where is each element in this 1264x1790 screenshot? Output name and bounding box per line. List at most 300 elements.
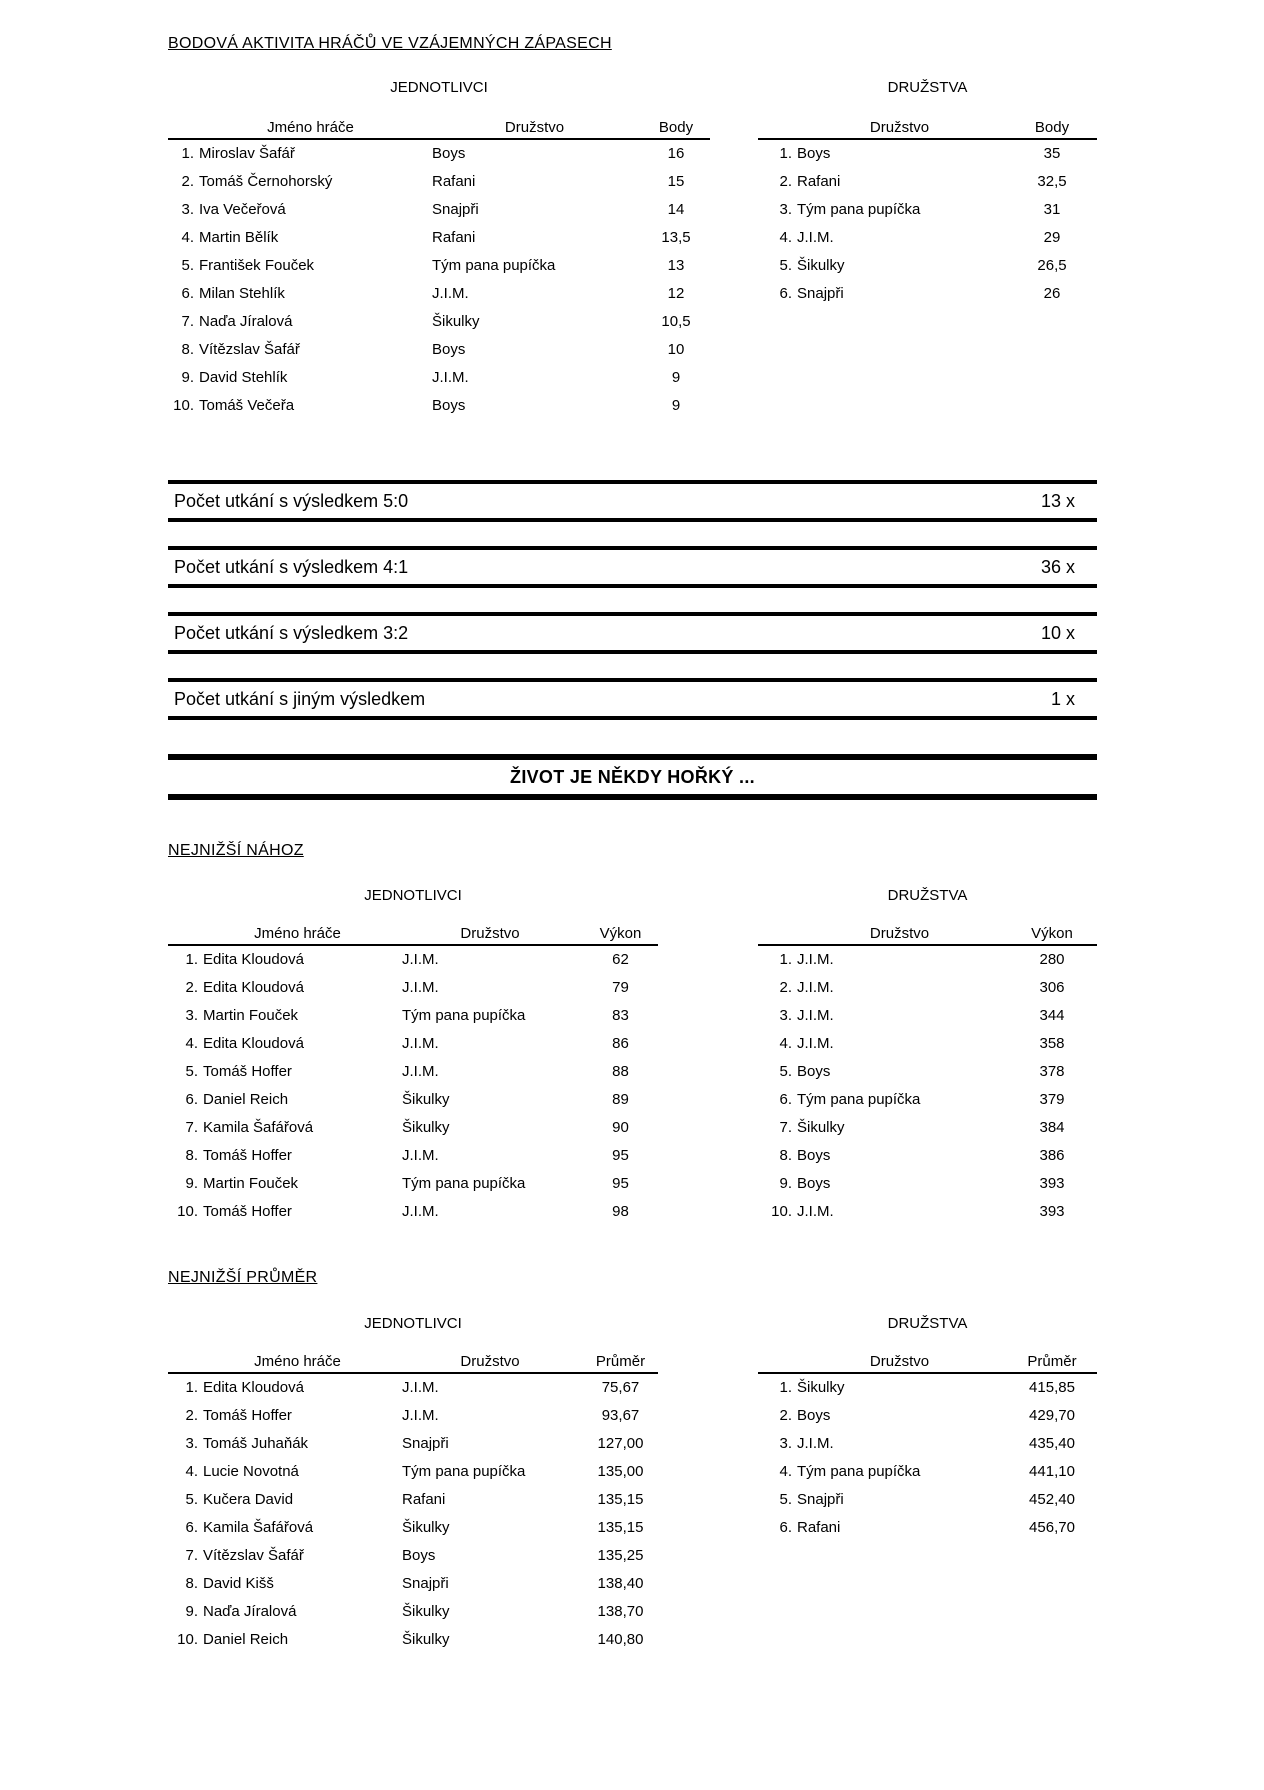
- match-count-value: 1 x: [1050, 688, 1075, 709]
- match-count-value: 36 x: [1040, 556, 1075, 577]
- team-name-cell: J.I.M.: [432, 285, 469, 302]
- rank-cell: 3.: [779, 201, 792, 218]
- team-name-cell: Boys: [432, 397, 466, 414]
- rank-cell: 3.: [779, 1435, 792, 1452]
- average-value-cell: 415,85: [1029, 1379, 1075, 1396]
- performance-value-cell: 393: [1039, 1175, 1065, 1192]
- team-name-cell: Tým pana pupíčka: [402, 1175, 526, 1192]
- player-name-cell: Iva Večeřová: [199, 201, 286, 218]
- rank-cell: 4.: [779, 1463, 792, 1480]
- table-row: [168, 1458, 658, 1486]
- table-row: [168, 280, 710, 308]
- document-content: [168, 0, 1097, 1654]
- match-count-value: 10 x: [1040, 622, 1075, 643]
- table-row: [168, 1058, 658, 1086]
- match-count-boxes: [168, 420, 1097, 720]
- rank-cell: 10.: [177, 1631, 198, 1648]
- player-name-cell: Vítězslav Šafář: [199, 341, 300, 358]
- title-wrap: [168, 0, 1097, 53]
- table-row: [168, 1142, 658, 1170]
- team-name-cell: J.I.M.: [402, 1147, 439, 1164]
- table-row: [758, 1514, 1097, 1542]
- player-name-cell: Daniel Reich: [203, 1091, 289, 1108]
- table-header-row: [758, 1352, 1097, 1373]
- team-name-cell: J.I.M.: [402, 1407, 439, 1424]
- rank-cell: 2.: [779, 173, 792, 190]
- performance-value-cell: 89: [612, 1091, 629, 1108]
- performance-value-cell: 95: [612, 1175, 629, 1192]
- rank-cell: 7.: [185, 1119, 198, 1136]
- player-name-cell: Milan Stehlík: [199, 285, 285, 302]
- player-name-cell: Tomáš Hoffer: [203, 1203, 292, 1220]
- points-value-cell: 10,5: [661, 313, 691, 330]
- rank-cell: 1.: [779, 1379, 792, 1396]
- performance-value-cell: 95: [612, 1147, 629, 1164]
- rank-cell: 1.: [779, 145, 792, 162]
- rank-cell: 6.: [185, 1519, 198, 1536]
- rank-cell: 4.: [779, 1035, 792, 1052]
- team-name-cell: Snajpři: [797, 1491, 844, 1508]
- points-column-header: Body: [1034, 119, 1070, 136]
- table-row: [168, 1598, 658, 1626]
- performance-value-cell: 88: [612, 1063, 629, 1080]
- team-name-cell: Tým pana pupíčka: [402, 1463, 526, 1480]
- team-name-cell: J.I.M.: [402, 1203, 439, 1220]
- table-row: [168, 364, 710, 392]
- player-name-cell: Tomáš Juhaňák: [203, 1435, 309, 1452]
- team-name-cell: Boys: [797, 1063, 831, 1080]
- rank-cell: 1.: [185, 951, 198, 968]
- table-row: [758, 1486, 1097, 1514]
- team-name-cell: Rafani: [797, 1519, 841, 1536]
- lowest-average-tables: [168, 1334, 1097, 1654]
- points-value-cell: 9: [671, 397, 681, 414]
- rank-cell: 8.: [185, 1575, 198, 1592]
- rank-column-header: [168, 1352, 198, 1373]
- team-column-header: Družstvo: [460, 1353, 520, 1370]
- team-name-cell: Šikulky: [402, 1091, 450, 1108]
- performance-value-cell: 86: [612, 1035, 629, 1052]
- rank-cell: 3.: [181, 201, 194, 218]
- player-column-header: Jméno hráče: [254, 1353, 341, 1370]
- team-name-cell: Tým pana pupíčka: [402, 1007, 526, 1024]
- average-value-cell: 135,00: [597, 1463, 644, 1480]
- points-value-cell: 32,5: [1037, 173, 1067, 190]
- rank-cell: 5.: [185, 1491, 198, 1508]
- rank-cell: 5.: [181, 257, 194, 274]
- table-row: [758, 139, 1097, 168]
- team-name-cell: Boys: [797, 1175, 831, 1192]
- table-row: [758, 1002, 1097, 1030]
- team-name-cell: Tým pana pupíčka: [797, 1091, 921, 1108]
- subtable-headings: [168, 860, 1097, 906]
- rank-cell: 3.: [185, 1007, 198, 1024]
- player-column-header: Jméno hráče: [254, 925, 341, 942]
- banner-title: ŽIVOT JE NĚKDY HOŘKÝ ...: [168, 754, 1097, 800]
- team-name-cell: Šikulky: [402, 1519, 450, 1536]
- points-column-header: Body: [658, 119, 694, 136]
- rank-cell: 3.: [185, 1435, 198, 1452]
- average-value-cell: 140,80: [597, 1631, 644, 1648]
- average-value-cell: 75,67: [601, 1379, 640, 1396]
- team-name-cell: Snajpři: [432, 201, 479, 218]
- team-name-cell: J.I.M.: [402, 951, 439, 968]
- performance-value-cell: 62: [612, 951, 629, 968]
- teams-heading: DRUŽSTVA: [887, 1315, 968, 1332]
- table-row: [758, 1058, 1097, 1086]
- points-value-cell: 9: [671, 369, 681, 386]
- rank-cell: 6.: [181, 285, 194, 302]
- teams-heading: DRUŽSTVA: [887, 79, 968, 96]
- average-column-header: Průměr: [595, 1353, 646, 1370]
- rank-cell: 4.: [185, 1463, 198, 1480]
- average-value-cell: 441,10: [1029, 1463, 1075, 1480]
- points-value-cell: 15: [667, 173, 685, 190]
- lowest-average-teams-table: [758, 1352, 1097, 1542]
- team-name-cell: Šikulky: [797, 1119, 845, 1136]
- page-title: BODOVÁ AKTIVITA HRÁČŮ VE VZÁJEMNÝCH ZÁPASECH: [168, 35, 612, 52]
- rank-column-header: [168, 924, 198, 945]
- table-row: [758, 252, 1097, 280]
- rank-cell: 7.: [181, 313, 194, 330]
- player-name-cell: Tomáš Hoffer: [203, 1063, 292, 1080]
- rank-cell: 3.: [779, 1007, 792, 1024]
- table-row: [168, 1626, 658, 1654]
- average-column-header: Průměr: [1027, 1353, 1077, 1370]
- player-name-cell: David Stehlík: [199, 369, 288, 386]
- player-name-cell: Lucie Novotná: [203, 1463, 299, 1480]
- team-name-cell: J.I.M.: [402, 1035, 439, 1052]
- team-name-cell: Boys: [432, 145, 466, 162]
- points-value-cell: 31: [1043, 201, 1061, 218]
- team-name-cell: Rafani: [432, 173, 476, 190]
- player-name-cell: Tomáš Večeřa: [199, 397, 295, 414]
- performance-value-cell: 379: [1039, 1091, 1065, 1108]
- points-value-cell: 14: [667, 201, 685, 218]
- rank-cell: 10.: [771, 1203, 792, 1220]
- team-name-cell: Šikulky: [432, 313, 480, 330]
- player-name-cell: František Fouček: [199, 257, 315, 274]
- team-name-cell: Tým pana pupíčka: [797, 1463, 921, 1480]
- table-row: [758, 1373, 1097, 1402]
- table-header-row: [168, 924, 658, 945]
- team-name-cell: Šikulky: [402, 1603, 450, 1620]
- performance-column-header: Výkon: [599, 925, 642, 942]
- rank-cell: 10.: [173, 397, 194, 414]
- team-name-cell: J.I.M.: [797, 1435, 834, 1452]
- rank-cell: 7.: [185, 1547, 198, 1564]
- table-row: [168, 336, 710, 364]
- table-row: [758, 1430, 1097, 1458]
- rank-cell: 5.: [779, 257, 792, 274]
- table-row: [758, 1198, 1097, 1226]
- average-value-cell: 452,40: [1029, 1491, 1075, 1508]
- team-column-header: Družstvo: [460, 925, 520, 942]
- points-individuals-table: [168, 118, 710, 420]
- team-name-cell: Tým pana pupíčka: [797, 201, 921, 218]
- player-name-cell: David Kišš: [203, 1575, 274, 1592]
- average-value-cell: 456,70: [1029, 1519, 1075, 1536]
- table-row: [168, 168, 710, 196]
- points-value-cell: 13: [667, 257, 685, 274]
- team-name-cell: Šikulky: [402, 1119, 450, 1136]
- match-count-value: 13 x: [1040, 490, 1075, 511]
- points-value-cell: 10: [667, 341, 685, 358]
- rank-column-header: [168, 118, 194, 139]
- team-name-cell: J.I.M.: [797, 1035, 834, 1052]
- rank-cell: 9.: [185, 1603, 198, 1620]
- table-row: [758, 1402, 1097, 1430]
- lowest-average-heading-wrap: [168, 1226, 1097, 1287]
- table-row: [168, 196, 710, 224]
- rank-cell: 4.: [181, 229, 194, 246]
- team-name-cell: J.I.M.: [402, 979, 439, 996]
- average-value-cell: 127,00: [597, 1435, 644, 1452]
- match-count-label: Počet utkání s výsledkem 5:0: [174, 490, 409, 511]
- rank-cell: 10.: [177, 1203, 198, 1220]
- rank-cell: 9.: [185, 1175, 198, 1192]
- team-name-cell: J.I.M.: [797, 229, 834, 246]
- table-row: [758, 196, 1097, 224]
- section-points-activity: [168, 53, 1097, 420]
- team-name-cell: Šikulky: [402, 1631, 450, 1648]
- player-name-cell: Miroslav Šafář: [199, 145, 295, 162]
- average-value-cell: 135,15: [597, 1491, 644, 1508]
- table-row: [758, 224, 1097, 252]
- team-name-cell: Tým pana pupíčka: [432, 257, 556, 274]
- table-row: [168, 224, 710, 252]
- table-header-row: [168, 118, 710, 139]
- rank-cell: 2.: [181, 173, 194, 190]
- lowest-throw-individuals-table: [168, 924, 658, 1226]
- table-row: [758, 1458, 1097, 1486]
- average-value-cell: 429,70: [1029, 1407, 1075, 1424]
- rank-cell: 1.: [185, 1379, 198, 1396]
- team-name-cell: J.I.M.: [797, 951, 834, 968]
- lowest-throw-heading: NEJNIŽŠÍ NÁHOZ: [168, 842, 304, 859]
- rank-cell: 8.: [779, 1147, 792, 1164]
- player-name-cell: Kamila Šafářová: [203, 1119, 314, 1136]
- performance-value-cell: 393: [1039, 1203, 1065, 1220]
- performance-value-cell: 358: [1039, 1035, 1065, 1052]
- rank-cell: 8.: [181, 341, 194, 358]
- player-name-cell: Naďa Jíralová: [203, 1603, 297, 1620]
- table-row: [168, 1086, 658, 1114]
- player-name-cell: Edita Kloudová: [203, 951, 304, 968]
- points-value-cell: 29: [1043, 229, 1061, 246]
- player-name-cell: Martin Fouček: [203, 1007, 299, 1024]
- individuals-heading: JEDNOTLIVCI: [390, 79, 488, 96]
- points-value-cell: 16: [667, 145, 685, 162]
- rank-cell: 1.: [779, 951, 792, 968]
- points-value-cell: 35: [1043, 145, 1061, 162]
- lowest-average-heading: NEJNIŽŠÍ PRŮMĚR: [168, 1269, 318, 1286]
- rank-column-header: [758, 1352, 792, 1373]
- match-count-row: [168, 678, 1097, 720]
- table-row: [168, 1170, 658, 1198]
- player-name-cell: Daniel Reich: [203, 1631, 289, 1648]
- team-column-header: Družstvo: [869, 1353, 930, 1370]
- rank-cell: 9.: [779, 1175, 792, 1192]
- section-lowest-average: [168, 1226, 1097, 1654]
- team-column-header: Družstvo: [504, 119, 565, 136]
- lowest-throw-teams-table: [758, 924, 1097, 1226]
- match-count-row: [168, 480, 1097, 522]
- match-count-row: [168, 612, 1097, 654]
- table-row: [168, 252, 710, 280]
- average-value-cell: 93,67: [601, 1407, 640, 1424]
- individuals-heading: JEDNOTLIVCI: [364, 1315, 462, 1332]
- team-name-cell: Boys: [432, 341, 466, 358]
- table-row: [168, 1486, 658, 1514]
- player-name-cell: Kamila Šafářová: [203, 1519, 314, 1536]
- match-count-label: Počet utkání s jiným výsledkem: [174, 688, 426, 709]
- team-name-cell: Rafani: [797, 173, 841, 190]
- subtable-headings: [168, 1287, 1097, 1334]
- table-row: [168, 1373, 658, 1402]
- table-row: [168, 945, 658, 974]
- lowest-throw-tables: [168, 906, 1097, 1226]
- teams-heading: DRUŽSTVA: [887, 887, 968, 904]
- player-name-cell: Tomáš Hoffer: [203, 1407, 292, 1424]
- performance-value-cell: 98: [612, 1203, 629, 1220]
- rank-cell: 2.: [185, 979, 198, 996]
- player-name-cell: Tomáš Černohorský: [199, 173, 333, 190]
- rank-cell: 7.: [779, 1119, 792, 1136]
- team-name-cell: J.I.M.: [797, 1203, 834, 1220]
- performance-value-cell: 378: [1039, 1063, 1065, 1080]
- average-value-cell: 135,25: [597, 1547, 644, 1564]
- table-row: [168, 1402, 658, 1430]
- table-row: [168, 392, 710, 420]
- table-header-row: [758, 118, 1097, 139]
- player-name-cell: Vítězslav Šafář: [203, 1547, 304, 1564]
- average-value-cell: 138,40: [597, 1575, 644, 1592]
- player-name-cell: Martin Fouček: [203, 1175, 299, 1192]
- individuals-heading: JEDNOTLIVCI: [364, 887, 462, 904]
- points-value-cell: 13,5: [661, 229, 691, 246]
- table-row: [758, 168, 1097, 196]
- team-name-cell: Rafani: [402, 1491, 446, 1508]
- lowest-throw-heading-wrap: [168, 800, 1097, 860]
- table-row: [758, 974, 1097, 1002]
- rank-cell: 6.: [779, 285, 792, 302]
- team-name-cell: Snajpři: [402, 1435, 449, 1452]
- player-name-cell: Tomáš Hoffer: [203, 1147, 292, 1164]
- performance-value-cell: 344: [1039, 1007, 1065, 1024]
- average-value-cell: 138,70: [597, 1603, 644, 1620]
- table-row: [168, 308, 710, 336]
- table-row: [168, 1570, 658, 1598]
- rank-column-header: [758, 118, 792, 139]
- performance-value-cell: 90: [612, 1119, 629, 1136]
- performance-value-cell: 79: [612, 979, 629, 996]
- match-count-row: [168, 546, 1097, 588]
- player-name-cell: Kučera David: [203, 1491, 294, 1508]
- table-row: [168, 1514, 658, 1542]
- lowest-average-individuals-table: [168, 1352, 658, 1654]
- performance-value-cell: 306: [1039, 979, 1065, 996]
- rank-cell: 2.: [779, 979, 792, 996]
- match-count-label: Počet utkání s výsledkem 3:2: [174, 622, 409, 643]
- rank-cell: 4.: [185, 1035, 198, 1052]
- team-name-cell: Snajpři: [402, 1575, 449, 1592]
- rank-cell: 2.: [185, 1407, 198, 1424]
- team-name-cell: Boys: [402, 1547, 436, 1564]
- team-name-cell: J.I.M.: [402, 1379, 439, 1396]
- rank-cell: 8.: [185, 1147, 198, 1164]
- average-value-cell: 135,15: [597, 1519, 644, 1536]
- team-name-cell: J.I.M.: [432, 369, 469, 386]
- team-name-cell: Šikulky: [797, 1379, 845, 1396]
- table-row: [168, 1002, 658, 1030]
- table-row: [168, 1542, 658, 1570]
- table-header-row: [758, 924, 1097, 945]
- table-row: [168, 1198, 658, 1226]
- average-value-cell: 435,40: [1029, 1435, 1075, 1452]
- table-row: [758, 280, 1097, 308]
- table-row: [758, 1114, 1097, 1142]
- team-name-cell: Rafani: [432, 229, 476, 246]
- team-name-cell: J.I.M.: [797, 979, 834, 996]
- player-column-header: Jméno hráče: [267, 119, 354, 136]
- rank-cell: 4.: [779, 229, 792, 246]
- rank-cell: 5.: [779, 1491, 792, 1508]
- table-header-row: [168, 1352, 658, 1373]
- team-column-header: Družstvo: [869, 925, 930, 942]
- rank-cell: 9.: [181, 369, 194, 386]
- rank-cell: 6.: [779, 1519, 792, 1536]
- table-row: [758, 1170, 1097, 1198]
- table-row: [168, 1430, 658, 1458]
- table-row: [168, 139, 710, 168]
- performance-value-cell: 83: [612, 1007, 629, 1024]
- points-teams-table: [758, 118, 1097, 308]
- team-name-cell: Šikulky: [797, 257, 845, 274]
- table-row: [168, 1114, 658, 1142]
- table-row: [758, 1030, 1097, 1058]
- team-name-cell: J.I.M.: [402, 1063, 439, 1080]
- team-column-header: Družstvo: [869, 119, 930, 136]
- table-row: [168, 974, 658, 1002]
- points-value-cell: 26: [1043, 285, 1061, 302]
- table-row: [758, 1086, 1097, 1114]
- performance-column-header: Výkon: [1031, 925, 1073, 942]
- rank-cell: 5.: [779, 1063, 792, 1080]
- rank-cell: 2.: [779, 1407, 792, 1424]
- table-row: [758, 945, 1097, 974]
- performance-value-cell: 384: [1039, 1119, 1065, 1136]
- player-name-cell: Naďa Jíralová: [199, 313, 293, 330]
- team-name-cell: J.I.M.: [797, 1007, 834, 1024]
- rank-cell: 6.: [779, 1091, 792, 1108]
- rank-cell: 5.: [185, 1063, 198, 1080]
- subtable-headings: [168, 53, 1097, 98]
- match-count-label: Počet utkání s výsledkem 4:1: [174, 556, 409, 577]
- performance-value-cell: 280: [1039, 951, 1065, 968]
- player-name-cell: Edita Kloudová: [203, 1379, 304, 1396]
- player-name-cell: Edita Kloudová: [203, 979, 304, 996]
- performance-value-cell: 386: [1039, 1147, 1065, 1164]
- player-name-cell: Edita Kloudová: [203, 1035, 304, 1052]
- rank-cell: 1.: [181, 145, 194, 162]
- team-name-cell: Boys: [797, 1407, 831, 1424]
- table-row: [168, 1030, 658, 1058]
- player-name-cell: Martin Bělík: [199, 229, 279, 246]
- team-name-cell: Snajpři: [797, 285, 844, 302]
- rank-column-header: [758, 924, 792, 945]
- team-name-cell: Boys: [797, 1147, 831, 1164]
